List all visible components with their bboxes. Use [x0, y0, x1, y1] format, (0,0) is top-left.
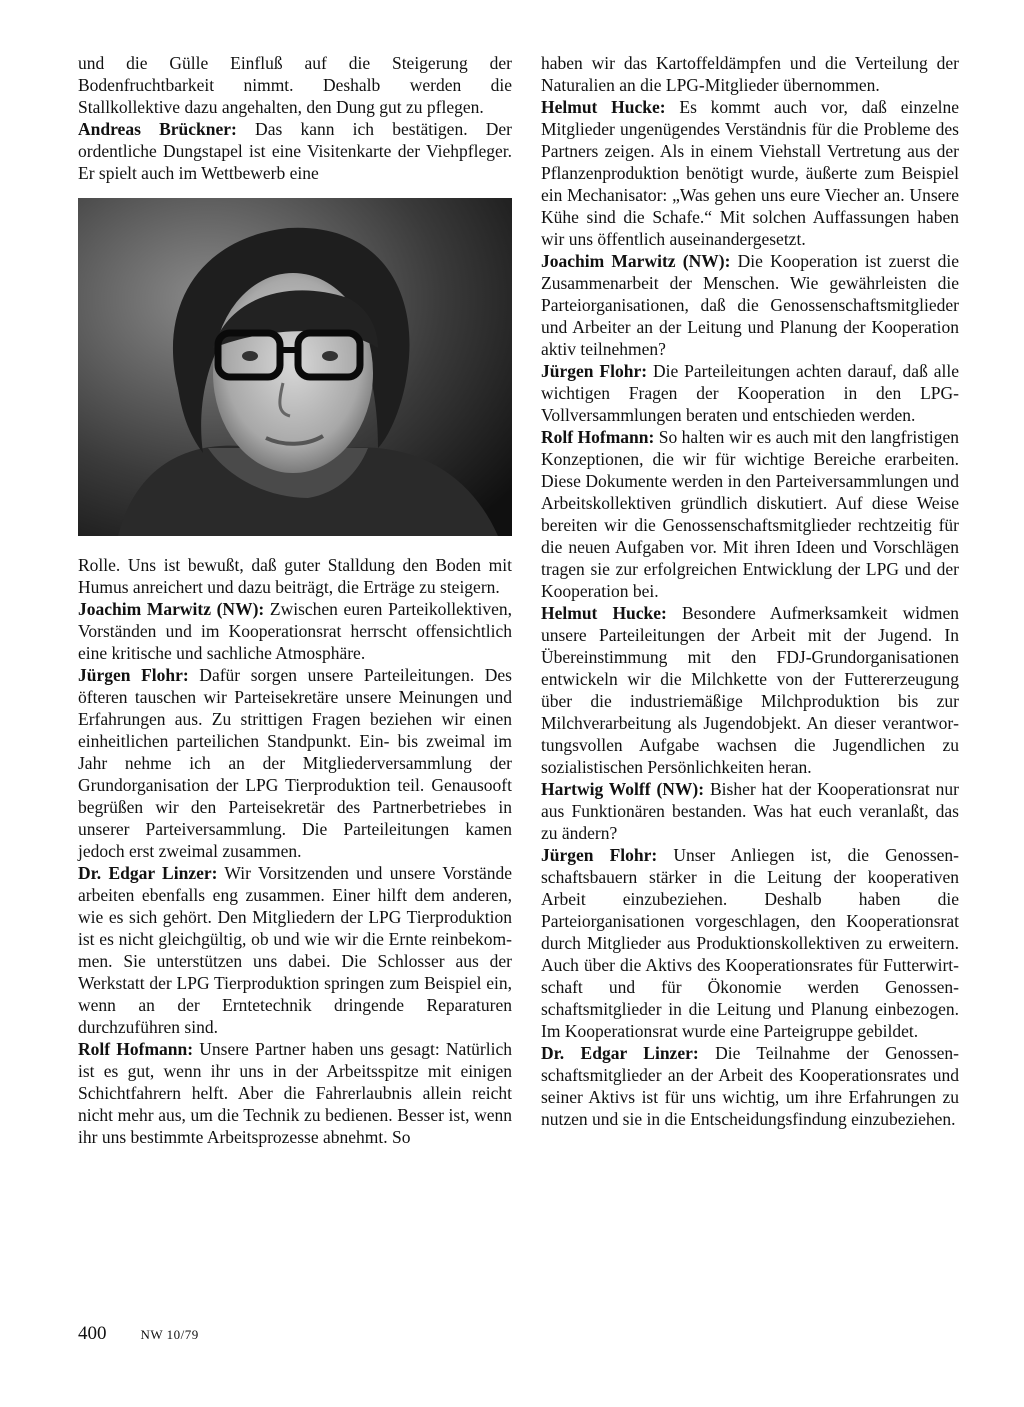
speaker-name: Jürgen Flohr:	[541, 361, 648, 381]
page-footer	[78, 1323, 199, 1345]
speaker-name: Dr. Edgar Linzer:	[78, 863, 218, 883]
paragraph	[541, 426, 959, 602]
issue-label: NW 10/79	[140, 1327, 199, 1342]
speech-text: Wir Vorsitzenden und unsere Vorstände arbeiten ebenfalls eng zusammen. Einer hilft dem anderen, wie es sich gehört. Den Mitgliedern der LPG Tierproduktion ist es nicht gleichgültig, ob und wie wir die Ernte reinbekommen. Sie unterstützen uns dabei. Die Schlosser aus der Werkstatt der LPG Tierproduktion springen zum Beispiel ein, wenn an der Erntetechnik dringende Reparaturen durchzuführen sind.	[78, 863, 512, 1037]
speech-text: Unsere Partner haben uns gesagt: Natürlich ist es gut, wenn ihr uns in der Arbeitsspitze mit einigen Schichtfahrern helft. Aber die Fahrerlaubnis allein reicht nicht mehr aus, um die Technik zu bedienen. Besser ist, wenn ihr uns bestimmte Arbeitsprozesse abnehmt. So	[78, 1039, 512, 1147]
speaker-name: Jürgen Flohr:	[78, 665, 189, 685]
speech-text: Besondere Aufmerksamkeit widmen unsere Parteileitungen der Arbeit mit der Jugend. In Übereinstimmung mit den FDJ-Grundorganisationen entwickeln wir die Milchkette von der Futtererzeugung über die industriemäßige Milchproduktion bis zur Milchverarbeitung als Jugendobjekt. An dieser verantwortungsvollen Aufgabe wachsen die Jugendlichen zu sozialistischen Persönlichkeiten heran.	[541, 603, 959, 777]
paragraph	[541, 844, 959, 1042]
speech-text: Zwischen euren Parteikollektiven, Vorständen und im Kooperationsrat herrscht offensichtlich eine kritische und sachliche Atmosphäre.	[78, 599, 512, 663]
speaker-name: Rolf Hofmann:	[78, 1039, 194, 1059]
left-column	[78, 52, 512, 1148]
paragraph	[541, 778, 959, 844]
paragraph: Rolle. Uns ist bewußt, daß guter Stalldung den Boden mit Humus anreichert und dazu beiträgt, die Erträge zu steigern.	[78, 555, 512, 597]
portrait-photo	[78, 198, 512, 536]
speaker-name: Jürgen Flohr:	[541, 845, 658, 865]
page-number: 400	[78, 1323, 107, 1344]
paragraph: und die Gülle Einfluß auf die Steigerung der Bodenfruchtbarkeit nimmt. Deshalb werden die Stallkollektive dazu angehalten, den Dung gut zu pflegen.	[78, 53, 512, 117]
paragraph	[541, 250, 959, 360]
speaker-name: Joachim Marwitz (NW):	[78, 599, 265, 619]
speaker-name: Helmut Hucke:	[541, 97, 666, 117]
speech-text: Die Parteileitungen achten darauf, daß alle wichtigen Fragen der Kooperation in den LPG-Vollversammlungen beraten und entschieden werden.	[541, 361, 959, 425]
speech-text: Es kommt auch vor, daß einzelne Mitglieder ungenügendes Verständnis für die Probleme des Partners zeigen. Als in einem Viehstall Vertretung aus der Pflanzenproduktion benötigt wurde, äußerte zum Beispiel ein Mechanisator: „Was gehen uns eure Viecher an. Unsere Kühe sind die Schafe.“ Mit solchen Auffassungen haben wir uns öffentlich auseinandergesetzt.	[541, 97, 959, 249]
speech-text: So halten wir es auch mit den langfristigen Konzeptionen, die wir für wichtige Bereiche erarbeiten. Diese Dokumente werden in den Parteiversammlungen und Arbeitskollektiven gründlich diskutiert. Auf diese Weise bereiten wir die Genossenschaftsmitglieder rechtzeitig für die neuen Aufgaben vor. Mit ihren Ideen und Vorschlägen tragen sie zur erfolgreichen Entwicklung der LPG und der Kooperation bei.	[541, 427, 960, 601]
speech-text: Die Teilnahme der Genossenschaftsmitglieder an der Arbeit des Kooperationsrates und seiner Aktivs ist für uns wichtig, um ihre Erfahrungen zu nutzen und sie in die Entscheidungsfindung einzubeziehen.	[541, 1043, 959, 1129]
paragraph	[541, 360, 959, 426]
paragraph	[541, 96, 959, 250]
paragraph	[78, 1038, 512, 1148]
right-column	[541, 52, 959, 1130]
paragraph	[541, 1042, 959, 1130]
paragraph	[78, 664, 512, 862]
speech-text: Unser Anliegen ist, die Genossenschaftsbauern stärker in die Leitung der kooperativen Arbeit einzubeziehen. Deshalb haben die Parteiorganisationen vorgeschlagen, den Kooperationsrat durch Mitglieder aus Produktionskollektiven zu erweitern. Auch über die Aktivs des Kooperationsrates für Futterwirtschaft und für Ökonomie werden Genossenschaftsmitglieder in die Leitung und Planung einbezogen. Im Kooperationsrat wurde eine Parteigruppe gebildet.	[541, 845, 959, 1041]
speaker-name: Joachim Marwitz (NW):	[541, 251, 731, 271]
speaker-name: Andreas Brückner:	[78, 119, 237, 139]
speaker-name: Rolf Hofmann:	[541, 427, 655, 447]
portrait-image	[78, 198, 512, 536]
paragraph	[541, 602, 959, 778]
paragraph: haben wir das Kartoffeldämpfen und die Verteilung der Naturalien an die LPG-Mitglieder übernommen.	[541, 53, 959, 95]
speaker-name: Dr. Edgar Linzer:	[541, 1043, 699, 1063]
speech-text: Die Kooperation ist zuerst die Zusammenarbeit der Menschen. Wie gewährleisten die Parteiorganisationen, daß die Genossenschaftsmitglieder und Arbeiter an der Leitung und Planung der Kooperation aktiv teilnehmen?	[541, 251, 959, 359]
paragraph	[78, 118, 512, 184]
paragraph	[78, 598, 512, 664]
speaker-name: Helmut Hucke:	[541, 603, 667, 623]
speaker-name: Hartwig Wolff (NW):	[541, 779, 705, 799]
paragraph	[78, 862, 512, 1038]
speech-text: Das kann ich bestätigen. Der ordentliche Dungstapel ist eine Visitenkarte der Viehpfleger. Er spielt auch im Wettbewerb eine	[78, 119, 513, 183]
speech-text: Dafür sorgen unsere Parteileitungen. Des öfteren tauschen wir Parteisekretäre unsere Meinungen und Erfahrungen aus. Zu strittigen Fragen beziehen wir einen einheitlichen parteilichen Standpunkt. Ein- bis zweimal im Jahr nehme ich an der Mitgliederversammlung der Grundorganisation der LPG Tierproduktion teil. Genausooft begrüßen wir den Parteisekretär des Partnerbetriebes in unserer Parteiversammlung. Die Parteileitungen kamen jedoch erst zweimal zusammen.	[78, 665, 512, 861]
speech-text: Bisher hat der Kooperationsrat nur aus Funktionären bestanden. Was hat euch veranlaßt, das zu ändern?	[541, 779, 959, 843]
